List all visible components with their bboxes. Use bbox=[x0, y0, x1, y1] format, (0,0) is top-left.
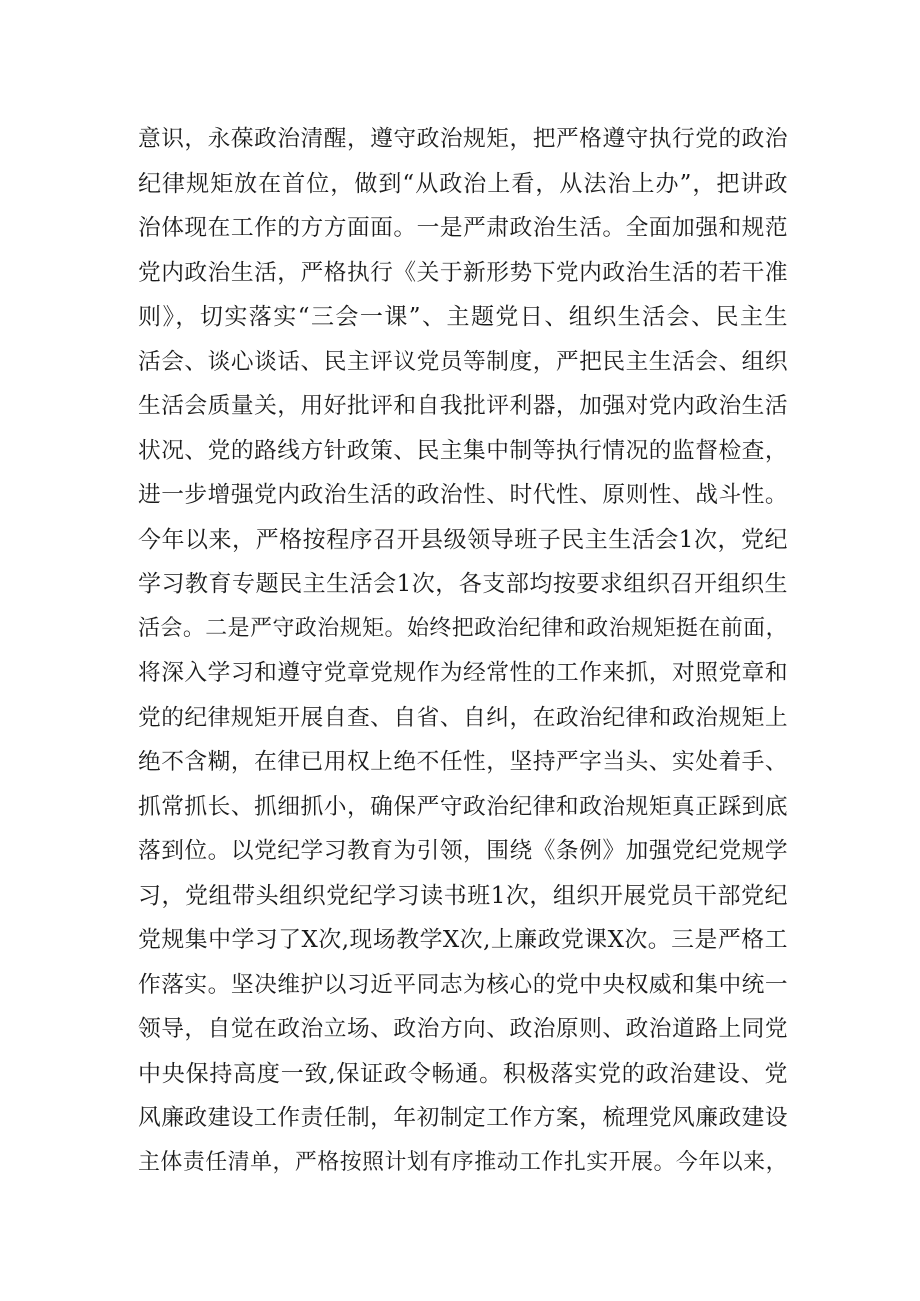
text-line-16: 抓常抓长、抓细抓小，确保严守政治纪律和政治规矩真正踩到底 bbox=[138, 793, 789, 820]
body-text bbox=[138, 117, 788, 1185]
text-line-24: 主体责任清单，严格按照计划有序推动工作扎实开展。今年以来， bbox=[138, 1149, 788, 1175]
text-line-22: 中央保持高度一致,保证政令畅通。积极落实党的政治建设、党 bbox=[138, 1060, 788, 1087]
text-line-7: 生活会质量关，用好批评和自我批评利器，加强对党内政治生活 bbox=[138, 393, 789, 419]
text-line-18: 习，党组带头组织党纪学习读书班1次，组织开展党员干部党纪 bbox=[138, 882, 788, 909]
text-line-13: 将深入学习和遵守党章党规作为经常性的工作来抓，对照党章和 bbox=[138, 660, 789, 686]
text-line-12: 活会。二是严守政治规矩。始终把政治纪律和政治规矩挺在前面， bbox=[138, 615, 788, 641]
text-line-4: 党内政治生活，严格执行《关于新形势下党内政治生活的若干准 bbox=[138, 259, 789, 286]
text-line-11: 学习教育专题民主生活会1次，各支部均按要求组织召开组织生 bbox=[138, 571, 788, 597]
text-line-19: 党规集中学习了X次,现场教学X次,上廉政党课X次。三是严格工 bbox=[138, 927, 788, 953]
text-line-2: 纪律规矩放在首位，做到“从政治上看，从法治上办”，把讲政 bbox=[138, 170, 788, 197]
text-line-1: 意识，永葆政治清醒，遵守政治规矩，把严格遵守执行党的政治 bbox=[138, 126, 789, 152]
text-line-21: 领导，自觉在政治立场、政治方向、政治原则、政治道路上同党 bbox=[138, 1016, 789, 1042]
text-line-17: 落到位。以党纪学习教育为引领，围绕《条例》加强党纪党规学 bbox=[138, 838, 789, 864]
text-line-15: 绝不含糊，在律已用权上绝不任性，坚持严字当头、实处着手、 bbox=[138, 749, 789, 775]
text-line-23: 风廉政建设工作责任制，年初制定工作方案，梳理党风廉政建设 bbox=[138, 1105, 789, 1131]
text-line-10: 今年以来，严格按程序召开县级领导班子民主生活会1次，党纪 bbox=[138, 526, 788, 553]
text-line-3: 治体现在工作的方方面面。一是严肃政治生活。全面加强和规范 bbox=[138, 215, 789, 241]
text-line-20: 作落实。坚决维护以习近平同志为核心的党中央权威和集中统一 bbox=[138, 971, 789, 998]
text-line-8: 状况、党的路线方针政策、民主集中制等执行情况的监督检查， bbox=[138, 437, 789, 464]
text-line-9: 进一步增强党内政治生活的政治性、时代性、原则性、战斗性。 bbox=[138, 482, 789, 508]
text-line-6: 活会、谈心谈话、民主评议党员等制度，严把民主生活会、组织 bbox=[138, 348, 789, 375]
text-line-5: 则》，切实落实“三会一课”、主题党日、组织生活会、民主生 bbox=[138, 304, 788, 330]
text-line-14: 党的纪律规矩开展自查、自省、自纠，在政治纪律和政治规矩上 bbox=[138, 704, 789, 731]
